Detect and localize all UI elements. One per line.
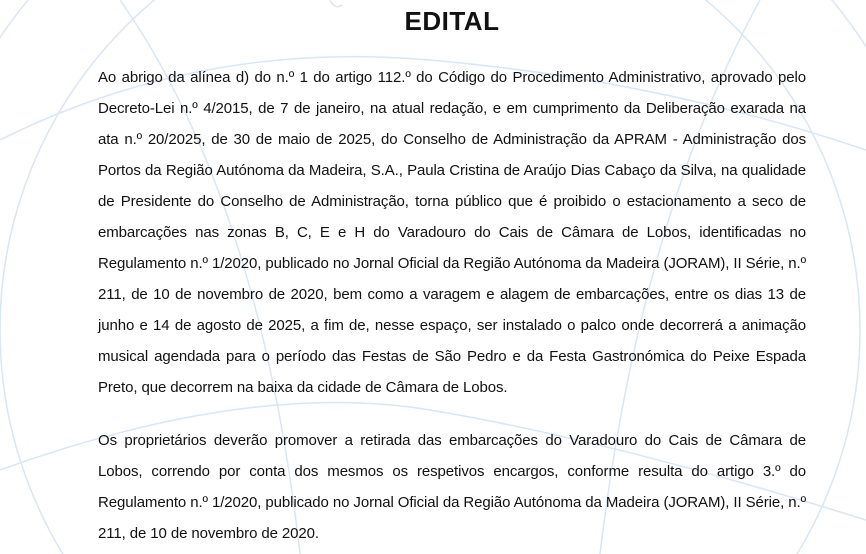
body-paragraph-2: Os proprietários deverão promover a retirada das embarcações do Varadouro do Cais de Câmara de Lobos, correndo por conta dos mesmos os respetivos encargos, conforme resulta do artigo 3.º do Regulamento n.º 1/2020, publicado no Jornal Oficial da Região Autónoma da Madeira (JORAM), II Série, n.º 211, de 10 de novembro de 2020.: [98, 432, 806, 542]
document-title: EDITAL: [404, 6, 500, 36]
body-paragraph-1: Ao abrigo da alínea d) do n.º 1 do artigo 112.º do Código do Procedimento Administrativo, aprovado pelo Decreto-Lei n.º 4/2015, de 7 de janeiro, na atual redação, e em cumprimento da Deliberação exarada na ata n.º 20/2025, de 30 de maio de 2025, do Conselho de Administração da APRAM - Administração dos Portos da Região Autónoma da Madeira, S.A., Paula Cristina de Araújo Dias Cabaço da Silva, na qualidade de Presidente do Conselho de Administração, torna público que é proibido o estacionamento a seco de embarcações nas zonas B, C, E e H do Varadouro do Cais de Câmara de Lobos, identificadas no Regulamento n.º 1/2020, publicado no Jornal Oficial da Região Autónoma da Madeira (JORAM), II Série, n.º 211, de 10 de novembro de 2020, bem como a varagem e alagem de embarcações, entre os dias 13 de junho e 14 de agosto de 2025, a fim de, nesse espaço, ser instalado o palco onde decorrerá a animação musical agendada para o período das Festas de São Pedro e da Festa Gastronómica do Peixe Espada Preto, que decorrem na baixa da cidade de Câmara de Lobos.: [98, 69, 806, 396]
